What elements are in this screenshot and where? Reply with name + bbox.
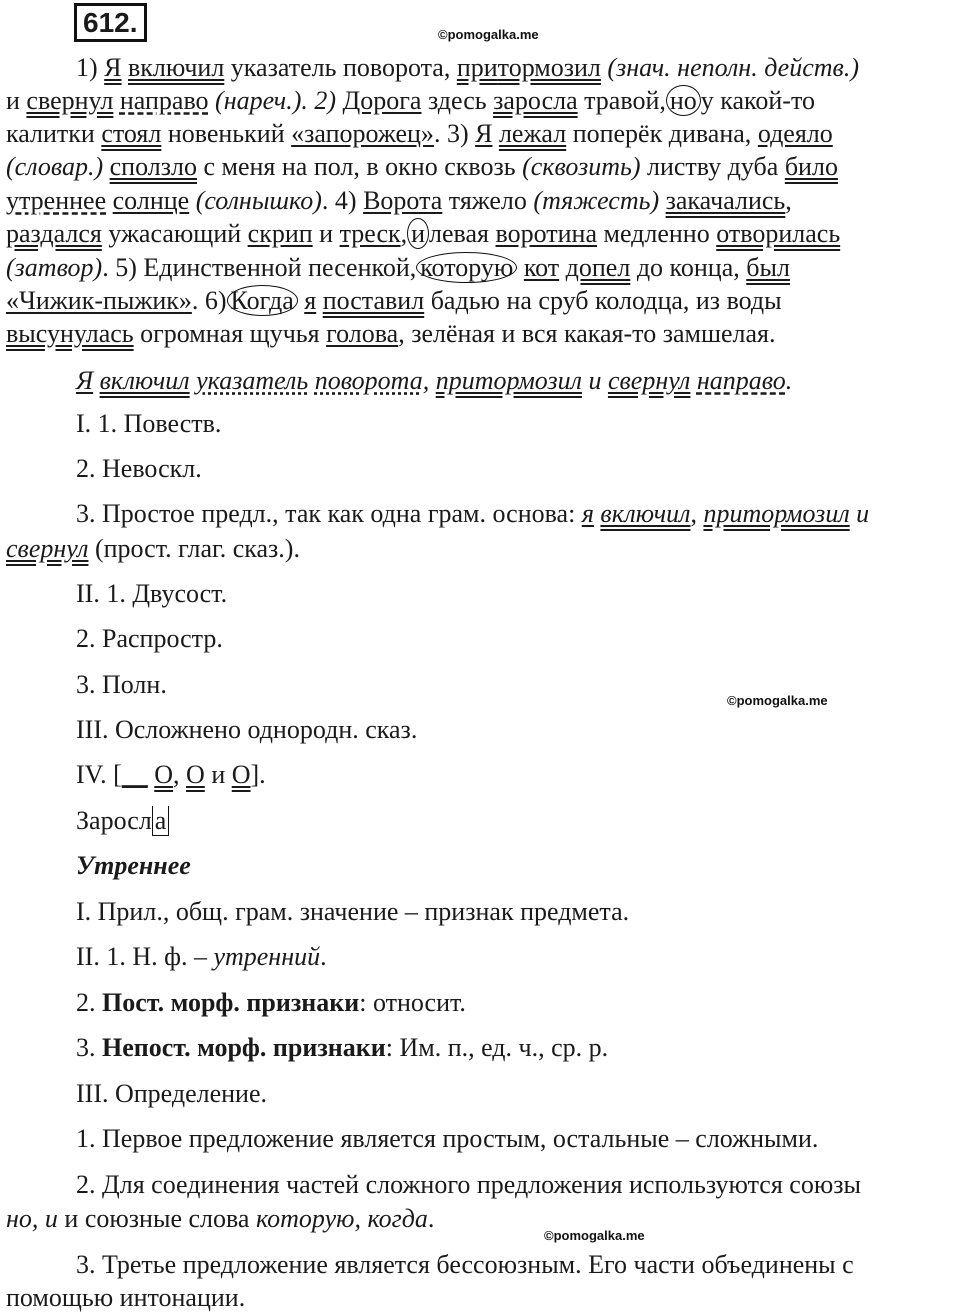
morph-line-3: 2. Пост. морф. признаки: относит.	[76, 988, 466, 1017]
conclusion-2: 2. Для соединения частей сложного предложения используются союзы	[76, 1170, 862, 1199]
watermark: ©pomogalka.me	[438, 27, 539, 42]
text-line-8: «Чижик-пыжик». 6) Когда я поставил бадью на сруб колодца, из воды	[6, 286, 782, 315]
watermark-2: ©pomogalka.me	[727, 693, 828, 708]
analysis-line-3: 3. Простое предл., так как одна грам. основа: я включил, притормозил и	[76, 499, 870, 528]
scheme-line: IV. [__ О, О и О].	[76, 760, 266, 789]
text-line-7: (затвор). 5) Единственной песенкой, которую кот допел до конца, был	[6, 253, 790, 282]
analysis-line-4: II. 1. Двусост.	[76, 579, 228, 608]
analysis-line-1: I. 1. Повеств.	[76, 409, 222, 438]
text-line-9: высунулась огромная щучья голова, зелёная и вся какая-то замшелая.	[6, 319, 776, 348]
text-line-5: утреннее солнце (солнышко). 4) Ворота тяжело (тяжесть) закачались,	[6, 186, 792, 215]
morph-line-4: 3. Непост. морф. признаки: Им. п., ед. ч., ср. р.	[76, 1033, 609, 1062]
utrennee-title: Утреннее	[76, 851, 191, 880]
text-line-6: раздался ужасающий скрип и треск, и левая воротина медленно отворилась	[6, 219, 841, 248]
morphemic-zarosla: Заросл а	[6, 804, 956, 838]
analysis-line-6: 3. Полн.	[76, 670, 167, 699]
text-line-3: калитки стоял новенький «запорожец». 3) Я лежал поперёк дивана, одеяло	[6, 119, 833, 148]
analysis-line-3b: свернул (прост. глаг. сказ.).	[6, 534, 300, 563]
analysis-line-2: 2. Невоскл.	[76, 454, 202, 483]
morph-line-5: III. Определение.	[76, 1079, 268, 1108]
conclusion-2b: но, и и союзные слова которую, когда.	[6, 1204, 435, 1233]
conclusion-3b: помощью интонации.	[6, 1283, 246, 1312]
analysis-line-5: 2. Распростр.	[76, 624, 223, 653]
analysis-line-7: III. Осложнено однородн. сказ.	[76, 715, 418, 744]
conclusion-3: 3. Третье предложение является бессоюзным. Его части объединены с	[76, 1250, 854, 1279]
conclusion-1: 1. Первое предложение является простым, остальные – сложными.	[76, 1124, 819, 1153]
text-line-4: (словар.) сползло с меня на пол, в окно сквозь (сквозить) листву дуба било	[6, 152, 838, 181]
morph-line-2: II. 1. Н. ф. – утренний.	[76, 942, 327, 971]
analysis-sentence: Я включил указатель поворота, притормозил и свернул направо.	[76, 366, 793, 395]
exercise-number: 612.	[74, 3, 147, 42]
morph-line-1: I. Прил., общ. грам. значение – признак предмета.	[76, 897, 630, 926]
watermark-3: ©pomogalka.me	[544, 1228, 645, 1243]
text-line-1: 1) Я включил указатель поворота, притормозил (знач. неполн. действ.)	[76, 53, 859, 82]
text-line-2: и свернул направо (нареч.). 2) Дорога здесь заросла травой, но у какой-то	[6, 86, 815, 115]
